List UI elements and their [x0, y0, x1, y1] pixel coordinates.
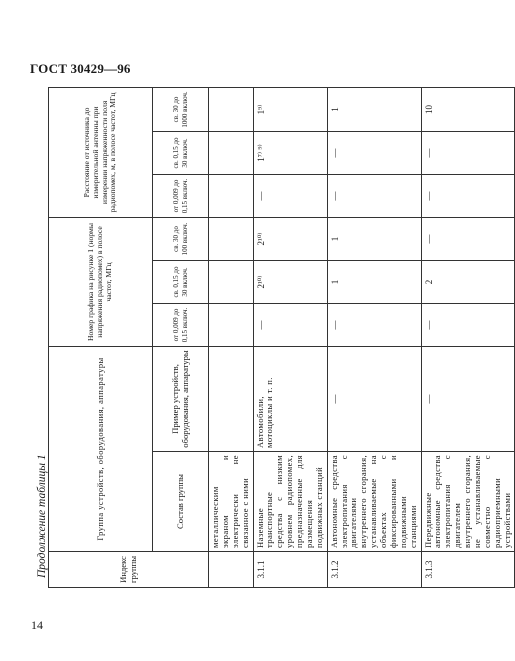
- cell-d3: 1⁹⁾: [253, 87, 327, 131]
- cell-d2: [209, 131, 254, 174]
- document-header: ГОСТ 30429—96: [30, 61, 131, 76]
- band-d3: св. 30 до 1000 включ.: [153, 87, 209, 131]
- cell-b2: 2: [421, 261, 515, 304]
- cell-d1: —: [421, 174, 515, 217]
- cell-b1: —: [253, 304, 327, 347]
- cell-b1: [209, 304, 254, 347]
- header-graph-number: Номер графика на рисунке 1 (нормы напряжения радиопомех) в полосе частот, МГц: [49, 217, 153, 346]
- header-composition: Состав группы: [153, 452, 209, 552]
- cell-example: Автомобили, мотоциклы и т. п.: [253, 347, 327, 452]
- cell-b1: —: [327, 304, 421, 347]
- cell-b2: 1: [327, 261, 421, 304]
- header-example: Пример устройств, оборудования, аппаратуры: [153, 347, 209, 452]
- cell-d2: 1⁷⁾ ⁹⁾: [253, 131, 327, 174]
- emission-norms-table: [48, 87, 515, 588]
- cell-d1: —: [253, 174, 327, 217]
- cell-b1: —: [421, 304, 515, 347]
- cell-b3: 2¹⁰⁾: [253, 217, 327, 260]
- band-d2: св. 0,15 до 30 включ.: [153, 131, 209, 174]
- page-number: 14: [31, 618, 43, 632]
- band-b3: св. 30 до 100 включ.: [153, 217, 209, 260]
- cell-d2: —: [421, 131, 515, 174]
- cell-index: 3.1.3: [421, 552, 515, 588]
- header-group: Группа устройств, оборудования, аппаратуры: [49, 347, 153, 552]
- cell-d2: —: [327, 131, 421, 174]
- band-b1: от 0,009 до 0,15 включ.: [153, 304, 209, 347]
- cell-composition: Наземные транспортные средства с низким уровнем радиопомех, предназначенные для размещения подвижных станций: [253, 452, 327, 552]
- header-index: Индекс группы: [49, 552, 209, 588]
- cell-d1: —: [327, 174, 421, 217]
- cell-b3: [209, 217, 254, 260]
- cell-index: 3.1.1: [253, 552, 327, 588]
- cell-d1: [209, 174, 254, 217]
- cell-b3: —: [421, 217, 515, 260]
- cell-example: —: [327, 347, 421, 452]
- cell-b3: 1: [327, 217, 421, 260]
- cell-d3: 1: [327, 87, 421, 131]
- cell-example: —: [421, 347, 515, 452]
- table-row: [421, 87, 515, 587]
- cell-composition: Передвижные автономные средства электропитания с двигателем внутреннего сгорания, не устанавливаемые совместно с радиоприемными устройствами: [421, 452, 515, 552]
- cell-b2: 2¹⁰⁾: [253, 261, 327, 304]
- table-row: [327, 87, 421, 587]
- table-row: [253, 87, 327, 587]
- cell-index: 3.1.2: [327, 552, 421, 588]
- cell-b2: [209, 261, 254, 304]
- cell-composition: Автономные средства электропитания с двигателями внутреннего сгорания, устанавливаемые на объектах с фиксированными и подвижными станциями: [327, 452, 421, 552]
- table-row: [209, 87, 254, 587]
- cell-composition: металлическим экраном и электрически не связанное с ними: [209, 452, 254, 552]
- band-d1: от 0,009 до 0,15 включ.: [153, 174, 209, 217]
- table-continuation-caption: Продолжение таблицы 1: [36, 454, 48, 578]
- cell-example: [209, 347, 254, 452]
- rotated-table-container: [48, 88, 512, 588]
- header-distance: Расстояние от источника до измерительной антенны при измерении напряженности поля радиопомех, м, в полосе частот, МГц: [49, 87, 153, 217]
- band-b2: св. 0,15 до 30 включ.: [153, 261, 209, 304]
- cell-d3: 10: [421, 87, 515, 131]
- cell-d3: [209, 87, 254, 131]
- cell-index: [209, 552, 254, 588]
